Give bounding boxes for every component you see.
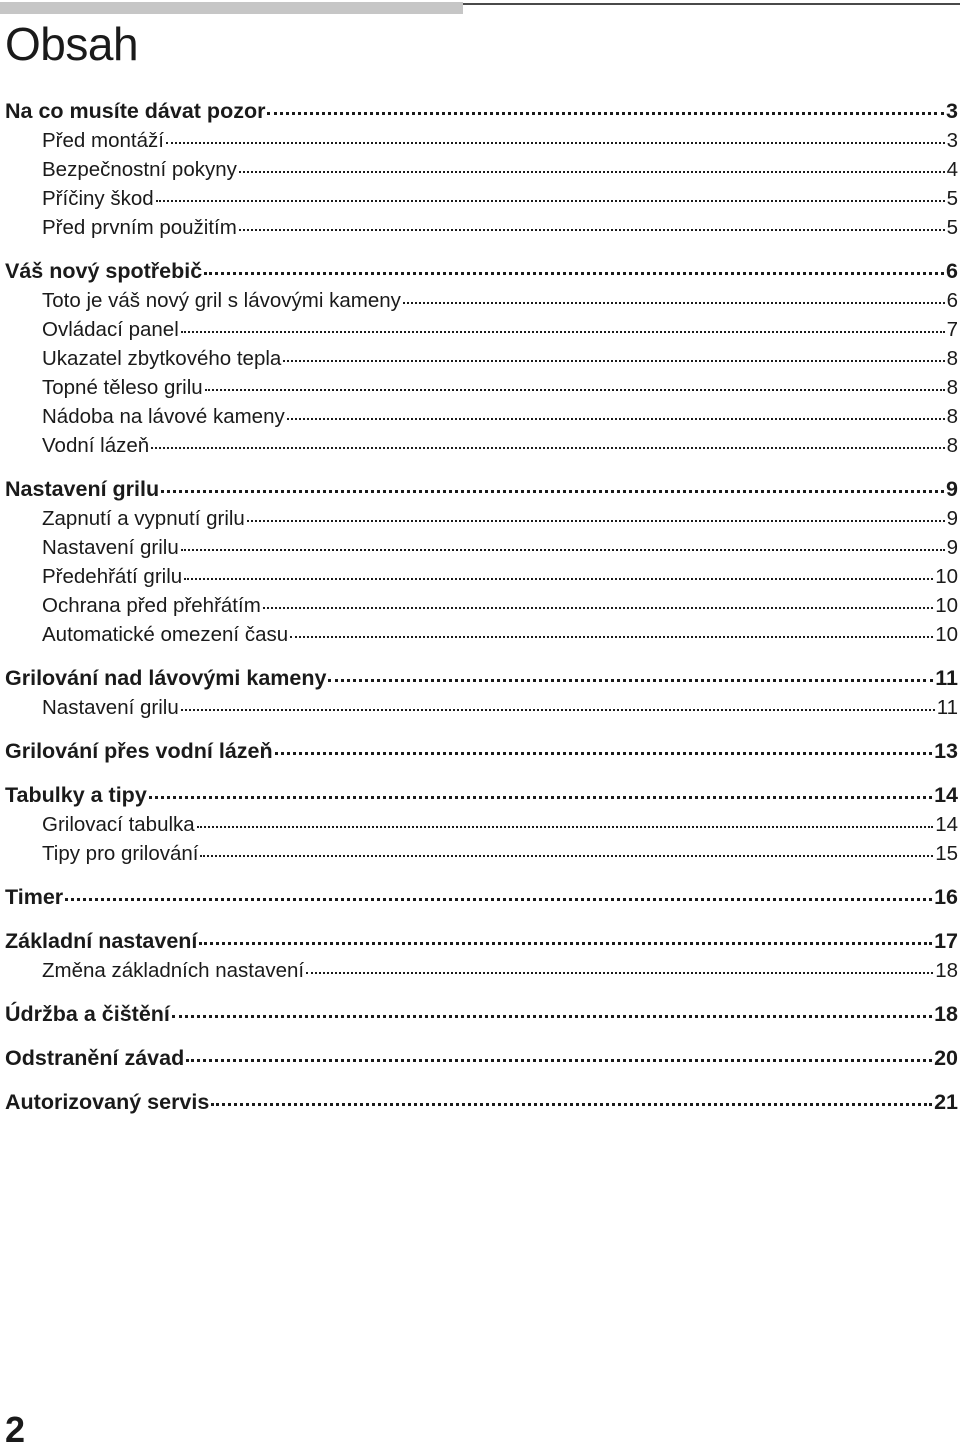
toc-subentry-page-number: 18 [935, 959, 958, 982]
dot-leader [184, 578, 933, 580]
toc-heading[interactable] [5, 474, 958, 504]
toc-heading-label: Odstranění závad [5, 1046, 185, 1070]
toc-subentry-label: Nastavení grilu [42, 536, 179, 559]
toc-heading[interactable] [5, 780, 958, 810]
toc-subentry-label: Před prvním použitím [42, 216, 237, 239]
toc-subentry-label: Nádoba na lávové kameny [42, 405, 285, 428]
toc-heading-label: Grilování nad lávovými kameny [5, 666, 327, 690]
dot-leader [328, 679, 933, 682]
toc-subentry[interactable] [5, 213, 958, 242]
page-title: Obsah [5, 18, 139, 70]
toc-section [5, 256, 958, 460]
toc-subentry-page-number: 7 [946, 318, 958, 341]
dot-leader [263, 607, 933, 609]
dot-leader [199, 942, 932, 945]
toc-subentry-page-number: 14 [935, 813, 958, 836]
toc-section [5, 882, 958, 912]
dot-leader [200, 855, 933, 857]
toc-heading[interactable] [5, 1043, 958, 1073]
toc-heading-page-number: 18 [934, 1002, 958, 1026]
toc-heading-label: Váš nový spotřebič [5, 259, 203, 283]
toc-subentry-page-number: 3 [946, 129, 958, 152]
toc-subentry-label: Ochrana před přehřátím [42, 594, 261, 617]
table-of-contents [5, 96, 958, 1131]
toc-heading[interactable] [5, 999, 958, 1029]
toc-section [5, 1043, 958, 1073]
toc-subentry-label: Toto je váš nový gril s lávovými kameny [42, 289, 401, 312]
toc-subentry-label: Bezpečnostní pokyny [42, 158, 237, 181]
toc-subentry-page-number: 5 [946, 187, 958, 210]
toc-subentry[interactable] [5, 315, 958, 344]
toc-heading-page-number: 9 [946, 477, 958, 501]
toc-subentry[interactable] [5, 402, 958, 431]
dot-leader [65, 898, 932, 901]
dot-leader [172, 1015, 932, 1018]
dot-leader [275, 752, 932, 755]
dot-leader [161, 490, 944, 493]
toc-subentry[interactable] [5, 431, 958, 460]
toc-subentry-page-number: 8 [946, 347, 958, 370]
dot-leader [306, 972, 933, 974]
toc-heading-page-number: 13 [934, 739, 958, 763]
dot-leader [156, 200, 945, 202]
toc-subentry[interactable] [5, 562, 958, 591]
dot-leader [197, 826, 934, 828]
toc-subentry[interactable] [5, 504, 958, 533]
toc-subentry-page-number: 11 [936, 696, 958, 719]
toc-subentry-label: Změna základních nastavení [42, 959, 305, 982]
toc-subentry[interactable] [5, 810, 958, 839]
dot-leader [267, 112, 944, 115]
toc-heading[interactable] [5, 736, 958, 766]
toc-section [5, 474, 958, 649]
toc-heading-label: Grilování přes vodní lázeň [5, 739, 273, 763]
toc-subentry-page-number: 10 [935, 565, 958, 588]
toc-heading-label: Údržba a čištění [5, 1002, 170, 1026]
toc-subentry[interactable] [5, 956, 958, 985]
toc-section [5, 780, 958, 868]
toc-section [5, 999, 958, 1029]
toc-heading-label: Tabulky a tipy [5, 783, 147, 807]
toc-subentry[interactable] [5, 155, 958, 184]
toc-section [5, 663, 958, 722]
toc-section [5, 926, 958, 985]
toc-heading-label: Autorizovaný servis [5, 1090, 210, 1114]
dot-leader [403, 302, 945, 304]
toc-subentry-label: Vodní lázeň [42, 434, 150, 457]
toc-subentry-page-number: 5 [946, 216, 958, 239]
toc-section [5, 96, 958, 242]
toc-subentry-label: Před montáží [42, 129, 164, 152]
toc-heading-page-number: 21 [934, 1090, 958, 1114]
toc-heading[interactable] [5, 1087, 958, 1117]
toc-heading[interactable] [5, 96, 958, 126]
toc-subentry-label: Ovládací panel [42, 318, 179, 341]
toc-subentry-label: Příčiny škod [42, 187, 154, 210]
toc-heading-page-number: 16 [934, 885, 958, 909]
toc-section [5, 1087, 958, 1117]
toc-subentry-label: Nastavení grilu [42, 696, 179, 719]
toc-subentry-label: Topné těleso grilu [42, 376, 203, 399]
toc-subentry-page-number: 9 [946, 536, 958, 559]
dot-leader [186, 1059, 932, 1062]
dot-leader [181, 331, 945, 333]
dot-leader [181, 709, 935, 711]
dot-leader [166, 142, 945, 144]
dot-leader [283, 360, 944, 362]
toc-subentry-label: Předehřátí grilu [42, 565, 183, 588]
toc-subentry-page-number: 15 [935, 842, 958, 865]
toc-heading-page-number: 3 [946, 99, 958, 123]
toc-heading-page-number: 17 [934, 929, 958, 953]
toc-subentry[interactable] [5, 126, 958, 155]
dot-leader [211, 1103, 932, 1106]
dot-leader [239, 229, 945, 231]
toc-subentry[interactable] [5, 184, 958, 213]
toc-heading-label: Základní nastavení [5, 929, 198, 953]
toc-subentry-page-number: 6 [946, 289, 958, 312]
toc-subentry[interactable] [5, 693, 958, 722]
dot-leader [181, 549, 945, 551]
toc-section [5, 736, 958, 766]
toc-subentry[interactable] [5, 620, 958, 649]
toc-subentry-page-number: 10 [935, 594, 958, 617]
toc-subentry-page-number: 9 [946, 507, 958, 530]
toc-subentry-page-number: 4 [946, 158, 958, 181]
toc-heading[interactable] [5, 663, 958, 693]
toc-subentry-label: Grilovací tabulka [42, 813, 195, 836]
toc-heading-page-number: 6 [946, 259, 958, 283]
toc-heading-label: Na co musíte dávat pozor [5, 99, 266, 123]
dot-leader [204, 272, 944, 275]
toc-subentry[interactable] [5, 591, 958, 620]
toc-subentry-page-number: 10 [935, 623, 958, 646]
toc-heading[interactable] [5, 926, 958, 956]
toc-subentry-label: Automatické omezení času [42, 623, 289, 646]
dot-leader [247, 520, 945, 522]
toc-heading-label: Nastavení grilu [5, 477, 160, 501]
dot-leader [287, 418, 945, 420]
toc-heading-page-number: 14 [934, 783, 958, 807]
dot-leader [149, 796, 932, 799]
header-line [463, 3, 960, 5]
toc-subentry[interactable] [5, 839, 958, 868]
toc-subentry-page-number: 8 [946, 376, 958, 399]
toc-subentry-label: Ukazatel zbytkového tepla [42, 347, 282, 370]
toc-subentry[interactable] [5, 533, 958, 562]
toc-subentry[interactable] [5, 344, 958, 373]
toc-heading-label: Timer [5, 885, 64, 909]
toc-heading[interactable] [5, 882, 958, 912]
dot-leader [151, 447, 944, 449]
page-number: 2 [5, 1409, 26, 1450]
toc-heading-page-number: 11 [935, 666, 958, 690]
toc-subentry-page-number: 8 [946, 405, 958, 428]
dot-leader [239, 171, 945, 173]
toc-subentry-label: Zapnutí a vypnutí grilu [42, 507, 245, 530]
toc-subentry[interactable] [5, 286, 958, 315]
toc-subentry[interactable] [5, 373, 958, 402]
toc-heading[interactable] [5, 256, 958, 286]
header-rule [0, 0, 960, 14]
header-gray-bar [0, 2, 463, 14]
dot-leader [205, 389, 945, 391]
dot-leader [290, 636, 933, 638]
toc-subentry-label: Tipy pro grilování [42, 842, 199, 865]
toc-subentry-page-number: 8 [946, 434, 958, 457]
toc-heading-page-number: 20 [934, 1046, 958, 1070]
